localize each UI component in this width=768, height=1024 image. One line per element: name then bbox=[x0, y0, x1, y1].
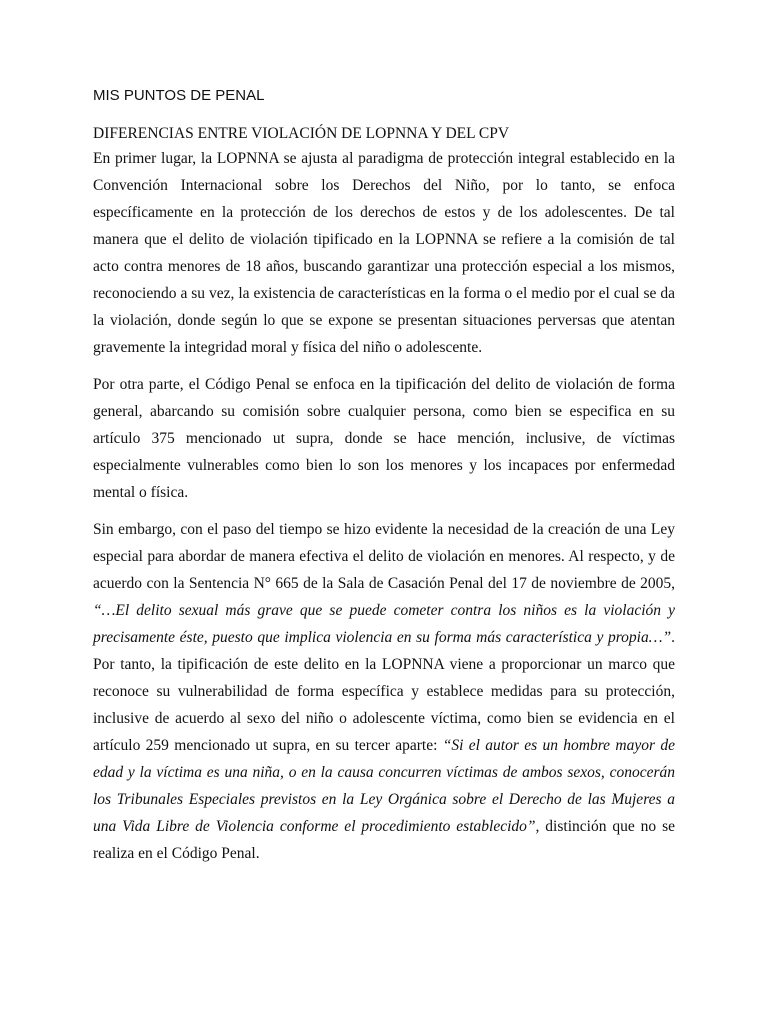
article-quote: “Si el autor es un hombre mayor de edad y la víctima es una niña, o en la causa concurren víctimas de ambos sexos, conocerán los Tribunales Especiales previstos en la Ley Orgánica sobre el Derecho de las Mujeres a una Vida Libre de Violencia conforme el procedimiento establecido”, bbox=[93, 737, 675, 835]
paragraph-3-text-2: . Por tanto, la tipificación de este delito en la LOPNNA viene a proporcionar un marco que reconoce su vulnerabilidad de forma específica y establece medidas para su protección, inclusive de acuerdo al sexo del niño o adolescente víctima, como bien se evidencia en el artículo 259 mencionado ut supra, en su tercer aparte: bbox=[93, 629, 675, 754]
paragraph-3 bbox=[93, 516, 675, 867]
document-title: MIS PUNTOS DE PENAL bbox=[93, 87, 265, 104]
paragraph-3-text-3: distinción que no se realiza en el Código Penal. bbox=[93, 818, 675, 862]
paragraph-2: Por otra parte, el Código Penal se enfoca en la tipificación del delito de violación de forma general, abarcando su comisión sobre cualquier persona, como bien se especifica en su artículo 375 mencionado ut supra, donde se hace mención, inclusive, de víctimas especialmente vulnerables como bien lo son los menores y los incapaces por enfermedad mental o física. bbox=[93, 376, 675, 501]
paragraph-3-text-1: Sin embargo, con el paso del tiempo se hizo evidente la necesidad de la creación de una Ley especial para abordar de manera efectiva el delito de violación en menores. Al respecto, y de acuerdo con la Sentencia N° 665 de la Sala de Casación Penal del 17 de noviembre de 2005, bbox=[93, 521, 675, 592]
paragraph-1: En primer lugar, la LOPNNA se ajusta al paradigma de protección integral establecido en la Convención Internacional sobre los Derechos del Niño, por lo tanto, se enfoca específicamente en la protección de los derechos de estos y de los adolescentes. De tal manera que el delito de violación tipificado en la LOPNNA se refiere a la comisión de tal acto contra menores de 18 años, buscando garantizar una protección especial a los mismos, reconociendo a su vez, la existencia de características en la forma o el medio por el cual se da la violación, donde según lo que se expone se presentan situaciones perversas que atentan gravemente la integridad moral y física del niño o adolescente. bbox=[93, 150, 675, 356]
section-heading: DIFERENCIAS ENTRE VIOLACIÓN DE LOPNNA Y DEL CPV bbox=[93, 125, 510, 142]
document-body bbox=[93, 123, 675, 867]
sentence-quote: “…El delito sexual más grave que se puede cometer contra los niños es la violación y precisamente éste, puesto que implica violencia en su forma más característica y propia…” bbox=[93, 602, 675, 646]
